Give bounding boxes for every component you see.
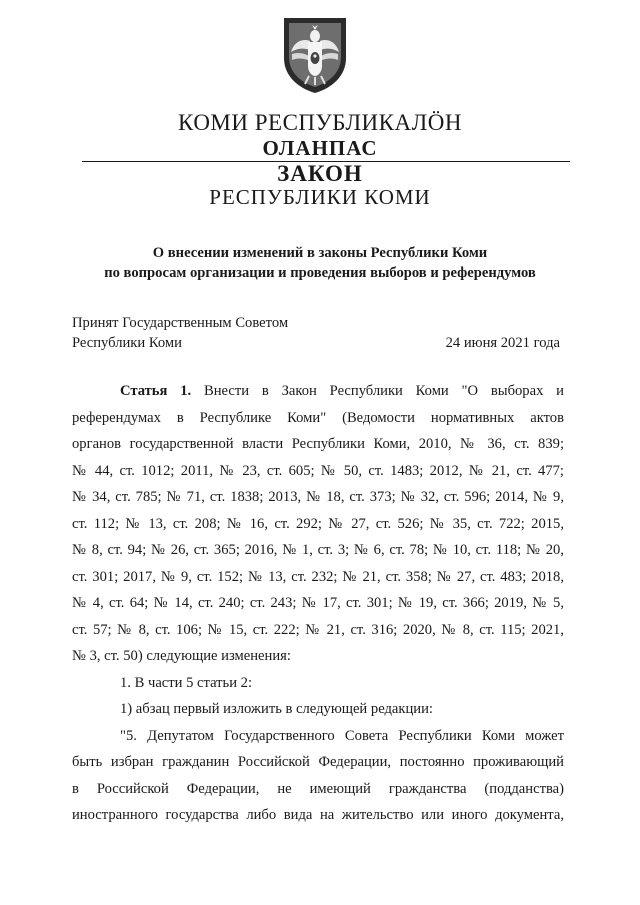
article-line: органов государственной власти Республики Коми, 2010, № 36, ст. 839; xyxy=(72,436,564,452)
item-1: 1. В части 5 статьи 2: xyxy=(120,674,253,691)
law-title-line-2: по вопросам организации и проведения выборов и референдумов xyxy=(104,265,536,281)
adoption-date: 24 июня 2021 года xyxy=(445,335,560,351)
header-line-zakon: ЗАКОН xyxy=(277,161,363,186)
item-1-subitem-1: 1) абзац первый изложить в следующей редакции: xyxy=(120,701,433,717)
article-label: Статья 1. xyxy=(120,383,192,399)
article-line: № 44, ст. 1012; 2011, № 23, ст. 605; № 50, ст. 1483; 2012, № 21, ст. 477; xyxy=(72,462,564,479)
quote-line: быть избран гражданин Российской Федерации, постоянно проживающий xyxy=(72,754,564,770)
article-line: ст. 57; № 8, ст. 106; № 15, ст. 222; № 21, ст. 316; 2020, № 8, ст. 115; 2021, xyxy=(72,621,564,638)
adopted-by-line-2: Республики Коми xyxy=(72,335,182,351)
adopted-by-line-1: Принят Государственным Советом xyxy=(72,315,289,331)
header-line-komi: КОМИ РЕСПУБЛИКАЛÖН xyxy=(178,110,462,135)
header-line-olanpas: ОЛАНПАС xyxy=(262,136,378,160)
article-line: № 34, ст. 785; № 71, ст. 1838; 2013, № 18, ст. 373; № 32, ст. 596; 2014, № 9, xyxy=(72,489,564,505)
article-line: № 4, ст. 64; № 14, ст. 240; ст. 243; № 17, ст. 301; № 19, ст. 366; 2019, № 5, xyxy=(72,595,564,611)
quote-line: в Российской Федерации, не имеющий гражданства (подданства) xyxy=(72,780,564,797)
coat-of-arms-emblem xyxy=(280,14,350,96)
article-line: ст. 301; 2017, № 9, ст. 152; № 13, ст. 232; № 21, ст. 358; № 27, ст. 483; 2018, xyxy=(72,568,564,585)
header-line-republic: РЕСПУБЛИКИ КОМИ xyxy=(209,185,431,209)
article-line: № 8, ст. 94; № 26, ст. 365; 2016, № 1, ст. 3; № 6, ст. 78; № 10, ст. 118; № 20, xyxy=(72,542,564,558)
article-line: референдумах в Республике Коми" (Ведомости нормативных актов xyxy=(72,409,564,426)
article-body xyxy=(72,378,564,829)
quote-line: "5. Депутатом Государственного Совета Республики Коми может xyxy=(120,727,564,744)
quote-line: иностранного государства либо вида на жительство или иного документа, xyxy=(72,807,564,823)
article-line: ст. 112; № 13, ст. 208; № 16, ст. 292; № 27, ст. 526; № 35, ст. 722; 2015, xyxy=(72,515,564,532)
law-title-line-1: О внесении изменений в законы Республики Коми xyxy=(152,245,488,261)
article-line: № 3, ст. 50) следующие изменения: xyxy=(72,648,291,664)
article-first-line: Статья 1. Внести в Закон Республики Коми "О выборах и xyxy=(120,383,564,399)
